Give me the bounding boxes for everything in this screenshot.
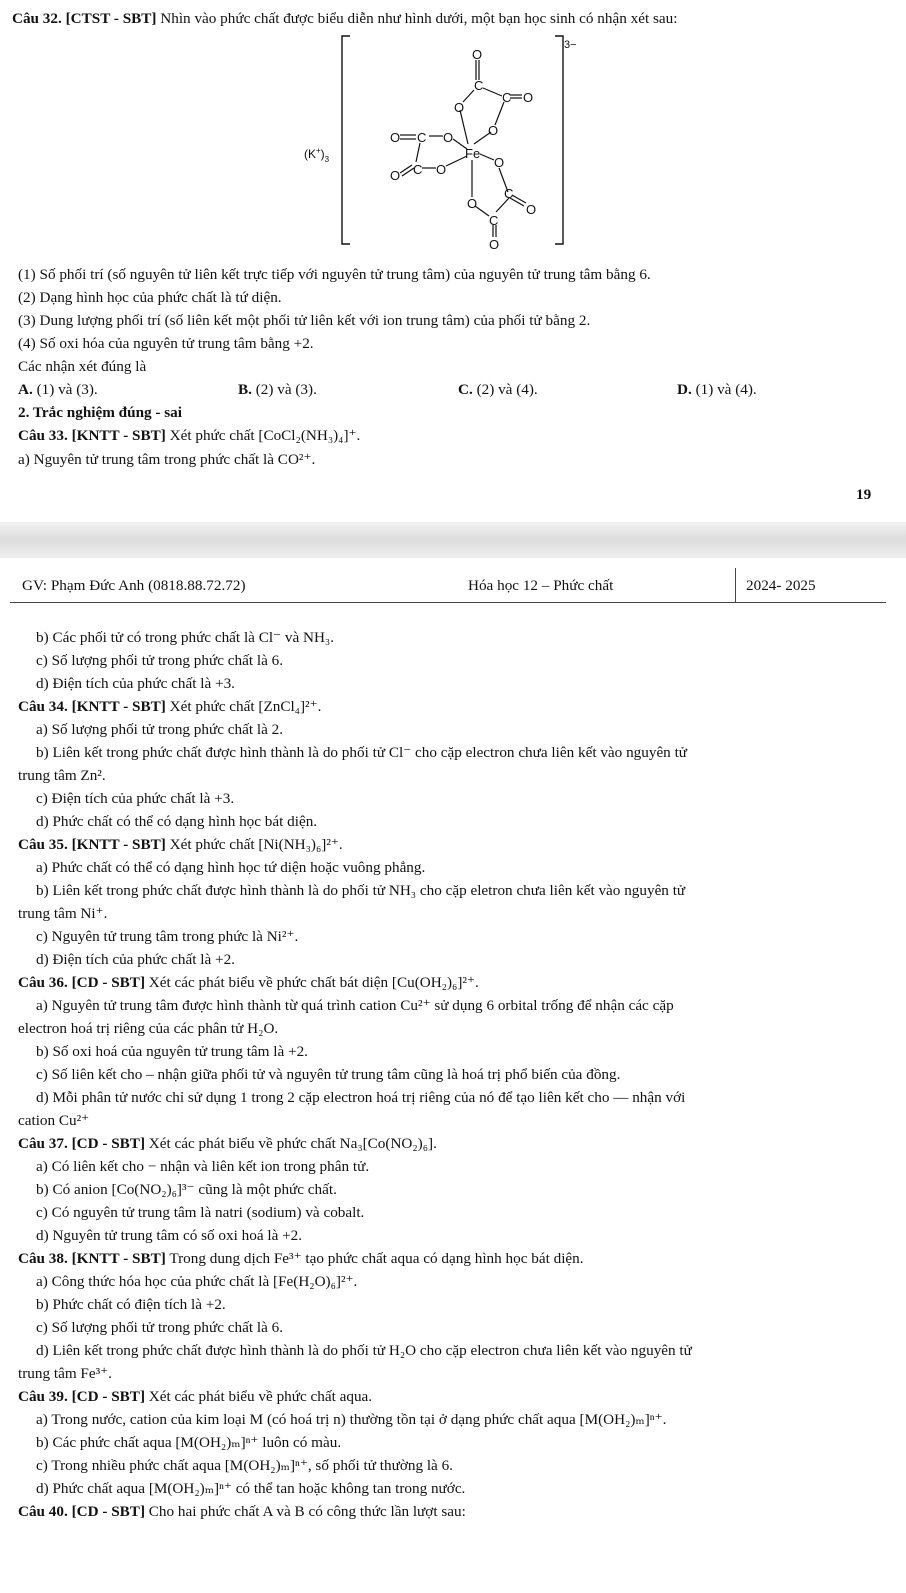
q36-item-b: b) Số oxi hoá của nguyên tử trung tâm là +2. bbox=[36, 1043, 308, 1060]
q34-item-b: b) Liên kết trong phức chất được hình thành là do phối tử Cl⁻ cho cặp electron chưa liên kết vào nguyên tử bbox=[36, 744, 688, 761]
q34-item-a: a) Số lượng phối tử trong phức chất là 2. bbox=[36, 721, 283, 738]
q37-item-a: a) Có liên kết cho − nhận và liên kết ion trong phân tử. bbox=[36, 1158, 370, 1175]
svg-text:O: O bbox=[526, 202, 537, 217]
svg-text:C: C bbox=[489, 213, 499, 228]
q39-item-b: b) Các phức chất aqua [M(OH₂)ₘ]ⁿ⁺ luôn có màu. bbox=[36, 1434, 342, 1451]
q33-line: Câu 33. [KNTT - SBT] Xét phức chất [CoCl₂(NH₃)₄]⁺. bbox=[18, 427, 361, 444]
q32-line bbox=[12, 10, 677, 28]
q38-item-c: c) Số lượng phối tử trong phức chất là 6. bbox=[36, 1319, 283, 1336]
q33-item-a: a) Nguyên tử trung tâm trong phức chất là CO²⁺. bbox=[18, 451, 316, 468]
q37-item-c: c) Có nguyên tử trung tâm là natri (sodium) và cobalt. bbox=[36, 1204, 365, 1221]
svg-text:O: O bbox=[523, 90, 534, 105]
svg-text:O: O bbox=[488, 123, 499, 138]
svg-text:O: O bbox=[489, 237, 500, 252]
fe-oxalate-complex-figure bbox=[290, 32, 610, 252]
q32-stem: Nhìn vào phức chất được biểu diễn như hình dưới, một bạn học sinh có nhận xét sau: bbox=[160, 10, 678, 27]
q35-item-b-cont: trung tâm Ni⁺. bbox=[18, 905, 108, 922]
q33-item-d: d) Điện tích của phức chất là +3. bbox=[36, 675, 235, 692]
iron-center: Fe bbox=[465, 146, 481, 161]
header-year: 2024- 2025 bbox=[746, 577, 816, 594]
q32-title: Câu 32. [CTST - SBT] bbox=[12, 10, 157, 27]
q39-item-a: a) Trong nước, cation của kim loại M (có hoá trị n) thường tồn tại ở dạng phức chất aqua [M(OH₂)ₘ]ⁿ⁺. bbox=[36, 1411, 667, 1428]
q40-line: Câu 40. [CD - SBT] Cho hai phức chất A và B có công thức lần lượt sau: bbox=[18, 1503, 466, 1520]
page-number: 19 bbox=[856, 486, 872, 503]
q32-statement-4: (4) Số oxi hóa của nguyên tử trung tâm bằng +2. bbox=[18, 335, 314, 352]
q32-prompt: Các nhận xét đúng là bbox=[18, 358, 147, 375]
q38-line: Câu 38. [KNTT - SBT] Trong dung dịch Fe³⁺ tạo phức chất aqua có dạng hình học bát diện. bbox=[18, 1250, 584, 1267]
svg-text:C: C bbox=[413, 162, 423, 177]
q35-item-d: d) Điện tích của phức chất là +2. bbox=[36, 951, 235, 968]
q35-item-b: b) Liên kết trong phức chất được hình thành là do phối tử NH₃ cho cặp eletron chưa liên kết vào nguyên tử bbox=[36, 882, 686, 899]
page-break-band bbox=[0, 522, 906, 558]
q37-line: Câu 37. [CD - SBT] Xét các phát biểu về phức chất Na₃[Co(NO₂)₆]. bbox=[18, 1135, 437, 1152]
q32-statement-3: (3) Dung lượng phối trí (số liên kết một phối tử liên kết với ion trung tâm) của phối tử bằng 2. bbox=[18, 312, 591, 329]
header-rule bbox=[10, 602, 886, 603]
q39-item-c: c) Trong nhiều phức chất aqua [M(OH₂)ₘ]ⁿ⁺, số phối tử thường là 6. bbox=[36, 1457, 453, 1474]
svg-text:C: C bbox=[502, 90, 512, 105]
q37-item-d: d) Nguyên tử trung tâm có số oxi hoá là +2. bbox=[36, 1227, 303, 1244]
q38-item-a: a) Công thức hóa học của phức chất là [Fe(H₂O)₆]²⁺. bbox=[36, 1273, 358, 1290]
q34-line: Câu 34. [KNTT - SBT] Xét phức chất [ZnCl₄]²⁺. bbox=[18, 698, 322, 715]
svg-text:C: C bbox=[474, 78, 484, 93]
q36-item-d: d) Mỗi phân tử nước chỉ sử dụng 1 trong 2 cặp electron hoá trị riêng của nó để tạo liên kết cho — nhận với bbox=[36, 1089, 686, 1106]
svg-text:C: C bbox=[417, 130, 427, 145]
q35-item-a: a) Phức chất có thể có dạng hình học tứ diện hoặc vuông phẳng. bbox=[36, 859, 426, 876]
q38-item-d: d) Liên kết trong phức chất được hình thành là do phối tử H₂O cho cặp electron chưa liên kết vào nguyên tử bbox=[36, 1342, 692, 1359]
q38-item-d-cont: trung tâm Fe³⁺. bbox=[18, 1365, 112, 1382]
svg-text:O: O bbox=[436, 162, 447, 177]
q34-item-b-cont: trung tâm Zn². bbox=[18, 767, 106, 784]
svg-text:C: C bbox=[504, 186, 514, 201]
svg-text:O: O bbox=[443, 130, 454, 145]
q39-item-d: d) Phức chất aqua [M(OH₂)ₘ]ⁿ⁺ có thể tan hoặc không tan trong nước. bbox=[36, 1480, 466, 1497]
svg-text:O: O bbox=[467, 196, 478, 211]
q34-item-d: d) Phức chất có thể có dạng hình học bát diện. bbox=[36, 813, 318, 830]
q32-option-c[interactable]: C. (2) và (4). bbox=[458, 381, 538, 398]
svg-text:O: O bbox=[472, 47, 483, 62]
q36-item-d-cont: cation Cu²⁺ bbox=[18, 1112, 90, 1129]
q35-line: Câu 35. [KNTT - SBT] Xét phức chất [Ni(NH₃)₆]²⁺. bbox=[18, 836, 343, 853]
q33-item-c: c) Số lượng phối tử trong phức chất là 6. bbox=[36, 652, 283, 669]
svg-text:O: O bbox=[390, 168, 401, 183]
q36-item-a-cont: electron hoá trị riêng của các phân tử H₂O. bbox=[18, 1020, 279, 1037]
q36-item-c: c) Số liên kết cho – nhận giữa phối tử và nguyên tử trung tâm cũng là hoá trị phổ biến của đồng. bbox=[36, 1066, 621, 1083]
q37-item-b: b) Có anion [Co(NO₂)₆]³⁻ cũng là một phức chất. bbox=[36, 1181, 337, 1198]
q33-item-b: b) Các phối tử có trong phức chất là Cl⁻ và NH₃. bbox=[36, 629, 335, 646]
q32-option-b[interactable]: B. (2) và (3). bbox=[238, 381, 317, 398]
svg-text:O: O bbox=[494, 155, 505, 170]
q35-item-c: c) Nguyên tử trung tâm trong phức là Ni²⁺. bbox=[36, 928, 299, 945]
header-teacher: GV: Phạm Đức Anh (0818.88.72.72) bbox=[22, 577, 246, 594]
svg-text:O: O bbox=[454, 100, 465, 115]
q32-option-a[interactable]: A. (1) và (3). bbox=[18, 381, 98, 398]
q39-line: Câu 39. [CD - SBT] Xét các phát biểu về phức chất aqua. bbox=[18, 1388, 373, 1405]
q34-item-c: c) Điện tích của phức chất là +3. bbox=[36, 790, 235, 807]
q36-item-a: a) Nguyên tử trung tâm được hình thành từ quá trình cation Cu²⁺ sử dụng 6 orbital trống để nhận các cặp bbox=[36, 997, 674, 1014]
q32-statement-1: (1) Số phối trí (số nguyên tử liên kết trực tiếp với nguyên tử trung tâm) của nguyên tử trung tâm bằng 6. bbox=[18, 266, 651, 283]
potassium-counterion: $(K^+)_3$ bbox=[304, 146, 330, 164]
q32-statement-2: (2) Dạng hình học của phức chất là tứ diện. bbox=[18, 289, 282, 306]
header-divider bbox=[735, 568, 736, 602]
complex-charge: 3− bbox=[564, 39, 577, 51]
q36-line: Câu 36. [CD - SBT] Xét các phát biểu về phức chất bát diện [Cu(OH₂)₆]²⁺. bbox=[18, 974, 479, 991]
section-true-false-heading: 2. Trắc nghiệm đúng - sai bbox=[18, 404, 182, 421]
svg-text:O: O bbox=[390, 130, 401, 145]
header-subject: Hóa học 12 – Phức chất bbox=[468, 577, 614, 594]
q38-item-b: b) Phức chất có điện tích là +2. bbox=[36, 1296, 226, 1313]
q32-option-d[interactable]: D. (1) và (4). bbox=[677, 381, 757, 398]
